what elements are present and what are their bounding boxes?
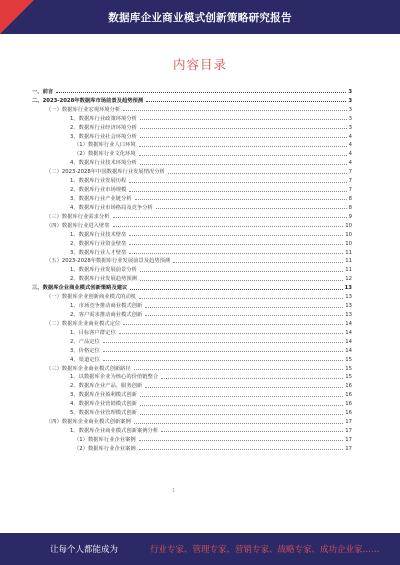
- toc-entry[interactable]: [32, 86, 352, 95]
- toc-entry-title: 3、数据库行业人才壁垒: [70, 249, 127, 256]
- faint-page-mark: 1: [172, 488, 176, 494]
- toc-entry[interactable]: [32, 363, 352, 372]
- footer-slogan: 让每个人都能成为: [50, 545, 119, 555]
- toc-entry[interactable]: [32, 202, 352, 211]
- toc-entry[interactable]: [32, 104, 352, 113]
- toc-entry[interactable]: [32, 380, 352, 389]
- toc-dot-leader: [139, 298, 343, 299]
- toc-dot-leader: [129, 244, 343, 245]
- toc-entry[interactable]: [32, 327, 352, 336]
- toc-entry[interactable]: [32, 193, 352, 202]
- toc-entry[interactable]: [32, 220, 352, 229]
- toc-entry-title: （四）数据库企业商业模式创新案例: [46, 419, 131, 426]
- toc-dot-leader: [140, 137, 347, 138]
- toc-entry[interactable]: [32, 184, 352, 193]
- toc-dot-leader: [113, 217, 347, 218]
- toc-page-number: 3: [348, 115, 352, 122]
- toc-entry-title: （1）数据库行业人口环境: [74, 142, 136, 149]
- toc-entry-title: 1、数据库行业发展历程: [70, 178, 127, 185]
- toc-entry-title: 1、以数据库企业为核心的价值链整合: [70, 374, 159, 381]
- toc-dot-leader: [140, 396, 343, 397]
- toc-entry-title: 4、数据库行业技术环境分析: [70, 160, 137, 167]
- toc-entry-title: 5、数据库企业管理模式创新: [70, 410, 137, 417]
- toc-page-number: 10: [345, 231, 352, 238]
- toc-entry[interactable]: [32, 416, 352, 425]
- toc-page-number: 13: [345, 311, 352, 318]
- toc-dot-leader: [145, 315, 343, 316]
- toc-page-number: 11: [345, 258, 352, 265]
- toc-dot-leader: [140, 119, 347, 120]
- page-footer: [0, 533, 400, 565]
- toc-page-number: 11: [345, 249, 352, 256]
- toc-dot-leader: [103, 360, 343, 361]
- toc-page-number: 17: [345, 445, 352, 452]
- toc-entry[interactable]: [32, 264, 352, 273]
- toc-entry-title: 一、前言: [32, 88, 54, 95]
- toc-entry[interactable]: [32, 175, 352, 184]
- toc-entry[interactable]: [32, 443, 352, 452]
- toc-dot-leader: [139, 449, 344, 450]
- toc-page-number: 13: [344, 285, 352, 292]
- toc-entry-title: 2、数据库企业产品、服务创新: [70, 383, 143, 390]
- toc-page-number: 14: [345, 338, 352, 345]
- toc-page-number: 14: [345, 329, 352, 336]
- toc-entry[interactable]: [32, 425, 352, 434]
- toc-entry-title: 3、数据库企业盈利模式创新: [70, 392, 137, 399]
- toc-dot-leader: [130, 289, 342, 290]
- toc-entry-title: （三）数据库企业商业模式创新路径: [46, 365, 131, 372]
- toc-entry[interactable]: [32, 389, 352, 398]
- toc-entry-title: （2）数据库行业文化环境: [74, 151, 136, 158]
- toc-entry[interactable]: [32, 354, 352, 363]
- toc-dot-leader: [145, 307, 343, 308]
- toc-page-number: 16: [345, 392, 352, 399]
- toc-page-number: 8: [348, 204, 352, 211]
- toc-dot-leader: [139, 155, 347, 156]
- toc-entry-title: （一）数据库企业创新商业模式的动机: [46, 294, 137, 301]
- toc-dot-leader: [161, 378, 343, 379]
- toc-entry[interactable]: [32, 318, 352, 327]
- toc-entry-title: 4、数据库行业市场格局及竞争分析: [70, 204, 153, 211]
- toc-page-number: 3: [348, 124, 352, 131]
- toc-dot-leader: [129, 191, 346, 192]
- toc-page-number: 10: [345, 222, 352, 229]
- toc-page-number: 15: [345, 365, 352, 372]
- toc-entry[interactable]: [32, 131, 352, 140]
- toc-entry-title: （四）数据库行业进入壁垒: [46, 222, 110, 229]
- toc-dot-leader: [119, 333, 344, 334]
- toc-page-number: 7: [348, 187, 352, 194]
- toc-entry-title: （1）数据库行业企业案例: [74, 436, 136, 443]
- toc-entry-title: 1、市场竞争推动商业模式创新: [70, 303, 143, 310]
- toc-entry[interactable]: [32, 273, 352, 282]
- toc-dot-leader: [146, 101, 346, 102]
- toc-entry-title: 1、数据库行业发展前景分析: [70, 267, 137, 274]
- toc-entry-title: 1、数据库行业技术壁垒: [70, 231, 127, 238]
- toc-page-number: 3: [348, 97, 352, 104]
- toc-entry[interactable]: [32, 256, 352, 265]
- toc-page-number: 12: [345, 276, 352, 283]
- toc-entry-title: （2）数据库行业企业案例: [74, 445, 136, 452]
- toc-entry[interactable]: [32, 229, 352, 238]
- footer-expert-list: 行业专家、管理专家、营销专家、战略专家、成功企业家……: [150, 545, 380, 555]
- toc-page-number: 16: [345, 410, 352, 417]
- toc-dot-leader: [56, 92, 346, 93]
- toc-entry[interactable]: [32, 148, 352, 157]
- toc-page-number: 7: [348, 169, 352, 176]
- toc-entry-title: 2、数据库行业市场规模: [70, 187, 127, 194]
- toc-entry-title: （五）2023-2028年数据库行业发展前景及趋势预测: [46, 258, 171, 265]
- toc-page-number: 16: [345, 401, 352, 408]
- toc-page-number: 14: [345, 320, 352, 327]
- toc-dot-leader: [140, 164, 347, 165]
- toc-page-number: 4: [348, 160, 352, 167]
- toc-entry[interactable]: [32, 434, 352, 443]
- toc-page-number: 17: [345, 427, 352, 434]
- toc-page-number: 4: [348, 133, 352, 140]
- toc-entry-title: 三、数据库企业商业模式创新策略及建议: [32, 285, 128, 292]
- toc-dot-leader: [156, 208, 347, 209]
- report-title: 数据库企业商业模式创新策略研究报告: [108, 12, 292, 24]
- toc-entry-title: 2、数据库行业资金壁垒: [70, 240, 127, 247]
- toc-page-number: 10: [345, 240, 352, 247]
- toc-entry-title: 3、数据库行业产业链分析: [70, 195, 132, 202]
- toc-entry-title: 2、客户需求推动商业模式创新: [70, 311, 143, 318]
- toc-dot-leader: [134, 369, 343, 370]
- toc-dot-leader: [123, 110, 346, 111]
- toc-entry[interactable]: [32, 291, 352, 300]
- toc-page-number: 4: [348, 142, 352, 149]
- toc-dot-leader: [129, 253, 343, 254]
- toc-dot-leader: [139, 146, 347, 147]
- toc-dot-leader: [140, 414, 343, 415]
- toc-dot-leader: [129, 235, 343, 236]
- toc-page-number: 3: [348, 106, 352, 113]
- toc-entry[interactable]: [32, 95, 352, 104]
- toc-dot-leader: [113, 226, 344, 227]
- toc-heading: 内容目录: [172, 57, 227, 72]
- toc-page-number: 15: [345, 356, 352, 363]
- toc-entry[interactable]: [32, 238, 352, 247]
- toc-entry[interactable]: [32, 309, 352, 318]
- toc-page-number: 3: [348, 88, 352, 95]
- toc-page-number: 9: [348, 213, 352, 220]
- toc-dot-leader: [140, 271, 343, 272]
- toc-entry-title: 4、渠道定位: [70, 356, 100, 363]
- toc-entry-title: 二、2023-2028年数据库市场前景及趋势预测: [32, 97, 144, 104]
- toc-entry-title: 1、数据库企业商业模式创新案例分析: [70, 427, 159, 434]
- toc-entry-title: （三）数据库行业需求分析: [46, 213, 110, 220]
- toc-dot-leader: [161, 431, 343, 432]
- toc-dot-leader: [103, 342, 343, 343]
- toc-entry-title: （二）数据库企业商业模式定位: [46, 320, 121, 327]
- toc-entry[interactable]: [32, 398, 352, 407]
- toc-entry-title: （一）数据库行业宏观环境分析: [46, 106, 121, 113]
- table-of-contents: [32, 86, 352, 452]
- toc-dot-leader: [135, 199, 347, 200]
- toc-entry[interactable]: [32, 300, 352, 309]
- toc-entry[interactable]: [32, 282, 352, 291]
- toc-page-number: 7: [348, 178, 352, 185]
- toc-entry[interactable]: [32, 345, 352, 354]
- toc-entry-title: 3、价格定位: [70, 347, 100, 354]
- toc-dot-leader: [168, 173, 347, 174]
- toc-entry-title: 4、数据库企业营销模式创新: [70, 401, 137, 408]
- toc-entry-title: 2、数据库行业经济环境分析: [70, 124, 137, 131]
- page-header: [0, 0, 400, 34]
- toc-entry[interactable]: [32, 211, 352, 220]
- toc-entry-title: 1、数据库行业政策环境分析: [70, 115, 137, 122]
- toc-entry[interactable]: [32, 166, 352, 175]
- toc-entry[interactable]: [32, 336, 352, 345]
- toc-entry[interactable]: [32, 113, 352, 122]
- toc-page-number: 11: [345, 267, 352, 274]
- toc-dot-leader: [173, 262, 343, 263]
- toc-dot-leader: [139, 440, 344, 441]
- toc-entry-title: 3、数据库行业社会环境分析: [70, 133, 137, 140]
- toc-entry[interactable]: [32, 407, 352, 416]
- toc-entry-title: 2、产品定位: [70, 338, 100, 345]
- toc-page-number: 15: [345, 374, 352, 381]
- toc-dot-leader: [103, 351, 343, 352]
- toc-entry-title: 2、数据库行业发展趋势预测: [70, 276, 137, 283]
- toc-page-number: 13: [345, 303, 352, 310]
- toc-page-number: 8: [348, 195, 352, 202]
- toc-dot-leader: [145, 387, 343, 388]
- toc-page-number: 17: [345, 419, 352, 426]
- toc-entry-title: （二）2023-2028年中国数据库行业发展情况分析: [46, 169, 165, 176]
- toc-dot-leader: [140, 405, 343, 406]
- toc-entry[interactable]: [32, 140, 352, 149]
- toc-dot-leader: [140, 280, 343, 281]
- toc-page-number: 17: [345, 436, 352, 443]
- toc-entry[interactable]: [32, 122, 352, 131]
- toc-entry-title: 1、目标客户群定位: [70, 329, 116, 336]
- toc-dot-leader: [123, 324, 343, 325]
- toc-dot-leader: [134, 423, 343, 424]
- toc-page-number: 4: [348, 151, 352, 158]
- toc-page-number: 16: [345, 383, 352, 390]
- toc-entry[interactable]: [32, 157, 352, 166]
- toc-page-number: 13: [345, 294, 352, 301]
- toc-entry[interactable]: [32, 247, 352, 256]
- toc-page-number: 14: [345, 347, 352, 354]
- toc-dot-leader: [140, 128, 347, 129]
- toc-dot-leader: [129, 182, 346, 183]
- toc-entry[interactable]: [32, 372, 352, 381]
